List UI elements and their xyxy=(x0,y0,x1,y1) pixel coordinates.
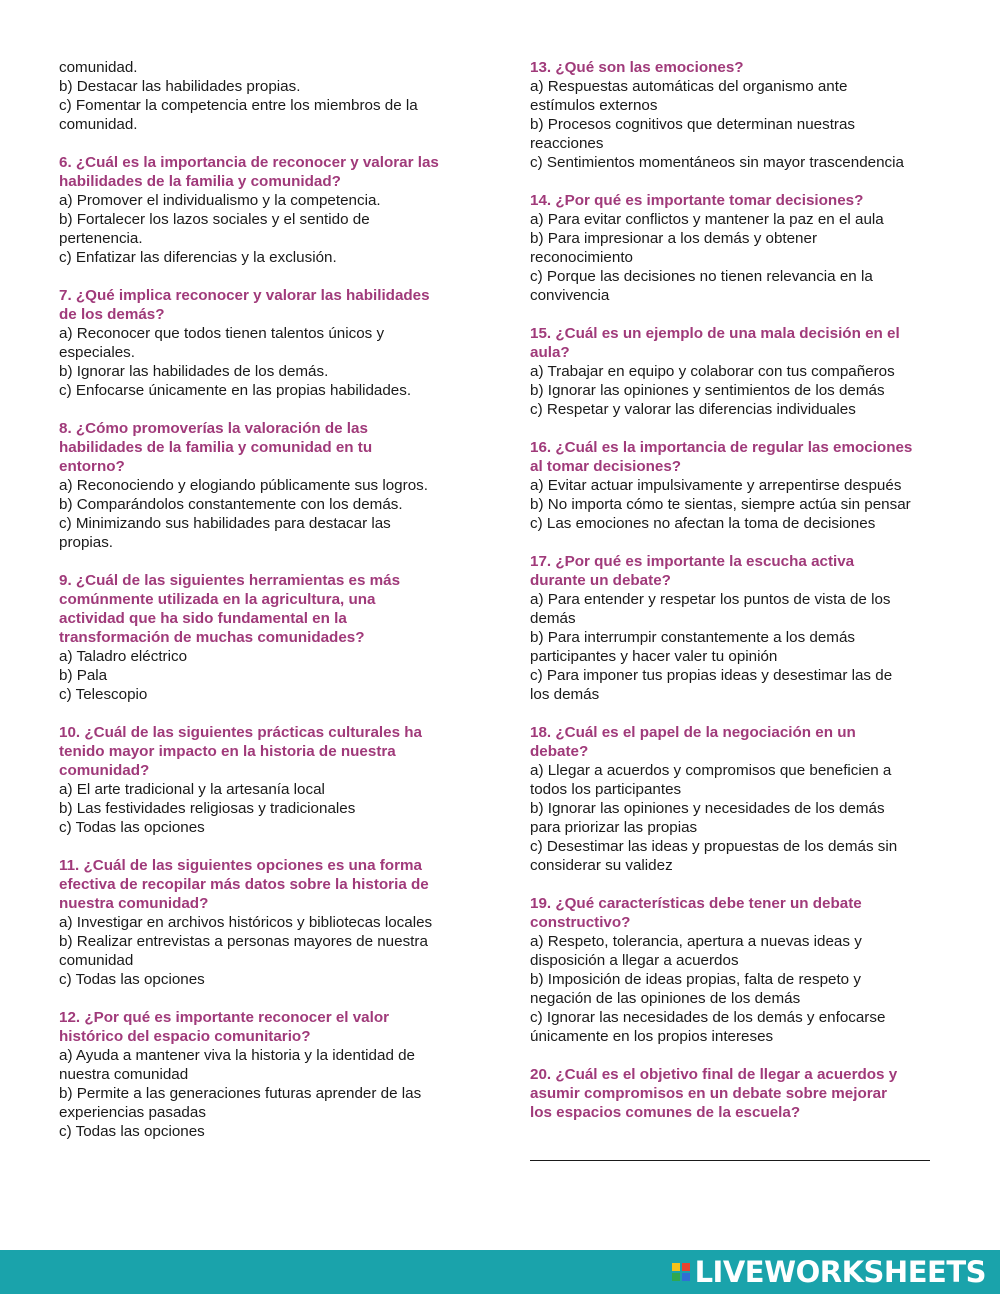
question-text: entorno? xyxy=(59,458,125,475)
answer-option: a) Reconocer que todos tienen talentos únicos y xyxy=(59,325,385,342)
answer-option: b) No importa cómo te sientas, siempre actúa sin pensar xyxy=(530,496,911,513)
answer-option: c) Sentimientos momentáneos sin mayor trascendencia xyxy=(530,154,904,171)
answer-option: c) Todas las opciones xyxy=(59,1123,205,1140)
answer-option: c) Minimizando sus habilidades para destacar las xyxy=(59,515,391,532)
question-text: tenido mayor impacto en la historia de nuestra xyxy=(59,743,396,760)
logo-letter-v xyxy=(672,1273,680,1281)
answer-option: c) Enfocarse únicamente en las propias habilidades. xyxy=(59,382,412,399)
answer-option: c) Porque las decisiones no tienen relevancia en la xyxy=(530,268,873,285)
question-18 xyxy=(530,723,950,875)
question-text: 16. ¿Cuál es la importancia de regular las emociones xyxy=(530,439,913,456)
question-text: 9. ¿Cuál de las siguientes herramientas es más xyxy=(59,572,401,589)
answer-option: a) El arte tradicional y la artesanía local xyxy=(59,781,325,798)
question-text: 7. ¿Qué implica reconocer y valorar las habilidades xyxy=(59,287,430,304)
question-text: habilidades de la familia y comunidad en tu xyxy=(59,439,373,456)
answer-option: b) Imposición de ideas propias, falta de respeto y xyxy=(530,971,861,988)
answer-option: b) Ignorar las opiniones y necesidades de los demás xyxy=(530,800,885,817)
answer-option: a) Trabajar en equipo y colaborar con tus compañeros xyxy=(530,363,895,380)
question-text: durante un debate? xyxy=(530,572,671,589)
text-line: comunidad. xyxy=(59,116,138,133)
answer-option: b) Comparándolos constantemente con los demás. xyxy=(59,496,403,513)
answer-option: a) Reconociendo y elogiando públicamente sus logros. xyxy=(59,477,428,494)
question-text: comúnmente utilizada en la agricultura, una xyxy=(59,591,376,608)
question-9 xyxy=(59,571,479,704)
question-text: 13. ¿Qué son las emociones? xyxy=(530,59,744,76)
answer-option: pertenencia. xyxy=(59,230,143,247)
answer-option: b) Pala xyxy=(59,667,108,684)
answer-option: b) Para impresionar a los demás y obtener xyxy=(530,230,818,247)
answer-option: c) Todas las opciones xyxy=(59,819,205,836)
question-text: 10. ¿Cuál de las siguientes prácticas culturales ha xyxy=(59,724,422,741)
answer-option: c) Desestimar las ideas y propuestas de los demás sin xyxy=(530,838,898,855)
answer-option: b) Para interrumpir constantemente a los demás xyxy=(530,629,855,646)
answer-option: b) Ignorar las opiniones y sentimientos de los demás xyxy=(530,382,885,399)
answer-option: comunidad xyxy=(59,952,134,969)
answer-option: propias. xyxy=(59,534,114,551)
answer-option: todos los participantes xyxy=(530,781,682,798)
question-12 xyxy=(59,1008,479,1141)
answer-option: especiales. xyxy=(59,344,135,361)
right-column xyxy=(530,58,950,1180)
question-20 xyxy=(530,1065,950,1161)
footer-bar xyxy=(0,1250,1000,1294)
question-text: comunidad? xyxy=(59,762,150,779)
answer-input-line[interactable] xyxy=(530,1146,930,1161)
answer-option: b) Las festividades religiosas y tradicionales xyxy=(59,800,356,817)
answer-option: a) Para evitar conflictos y mantener la paz en el aula xyxy=(530,211,884,228)
logo-text: LIVEWORKSHEETS xyxy=(694,1255,986,1289)
question-text: al tomar decisiones? xyxy=(530,458,682,475)
answer-option: participantes y hacer valer tu opinión xyxy=(530,648,778,665)
option-c: c) Fomentar la competencia entre los miembros de la xyxy=(59,97,418,114)
answer-option: b) Procesos cognitivos que determinan nuestras xyxy=(530,116,856,133)
question-16 xyxy=(530,438,950,533)
question-text: de los demás? xyxy=(59,306,165,323)
question-text: 20. ¿Cuál es el objetivo final de llegar a acuerdos y xyxy=(530,1066,898,1083)
question-text: 17. ¿Por qué es importante la escucha activa xyxy=(530,553,855,570)
answer-option: a) Ayuda a mantener viva la historia y la identidad de xyxy=(59,1047,416,1064)
answer-option: reacciones xyxy=(530,135,604,152)
answer-option: únicamente en los propios intereses xyxy=(530,1028,774,1045)
answer-option: b) Realizar entrevistas a personas mayores de nuestra xyxy=(59,933,428,950)
answer-option: a) Para entender y respetar los puntos de vista de los xyxy=(530,591,891,608)
question-text: histórico del espacio comunitario? xyxy=(59,1028,311,1045)
logo-letter-l xyxy=(672,1263,680,1271)
question-8 xyxy=(59,419,479,552)
question-14 xyxy=(530,191,950,305)
question-15 xyxy=(530,324,950,419)
answer-option: a) Llegar a acuerdos y compromisos que beneficien a xyxy=(530,762,892,779)
question-text: 8. ¿Cómo promoverías la valoración de las xyxy=(59,420,368,437)
answer-option: c) Para imponer tus propias ideas y desestimar las de xyxy=(530,667,893,684)
question-13 xyxy=(530,58,950,172)
answer-option: b) Permite a las generaciones futuras aprender de las xyxy=(59,1085,422,1102)
question-text: 15. ¿Cuál es un ejemplo de una mala decisión en el xyxy=(530,325,900,342)
question-text: debate? xyxy=(530,743,589,760)
logo-letter-i xyxy=(682,1263,690,1271)
question-text: aula? xyxy=(530,344,570,361)
question-17 xyxy=(530,552,950,704)
answer-option: los demás xyxy=(530,686,600,703)
answer-option: c) Las emociones no afectan la toma de decisiones xyxy=(530,515,876,532)
answer-option: disposición a llegar a acuerdos xyxy=(530,952,739,969)
text-line: comunidad. xyxy=(59,59,138,76)
answer-option: estímulos externos xyxy=(530,97,658,114)
question-text: habilidades de la familia y comunidad? xyxy=(59,173,341,190)
question-19 xyxy=(530,894,950,1046)
answer-option: demás xyxy=(530,610,576,627)
answer-option: nuestra comunidad xyxy=(59,1066,189,1083)
logo-letter-e xyxy=(682,1273,690,1281)
answer-option: a) Promover el individualismo y la competencia. xyxy=(59,192,381,209)
question-text: los espacios comunes de la escuela? xyxy=(530,1104,801,1121)
answer-option: c) Telescopio xyxy=(59,686,148,703)
answer-option: b) Fortalecer los lazos sociales y el sentido de xyxy=(59,211,370,228)
question-text: asumir compromisos en un debate sobre mejorar xyxy=(530,1085,888,1102)
logo-icon xyxy=(672,1263,690,1281)
question-text: 11. ¿Cuál de las siguientes opciones es una forma xyxy=(59,857,422,874)
answer-option: c) Enfatizar las diferencias y la exclusión. xyxy=(59,249,337,266)
intro-block xyxy=(59,58,479,134)
question-text: nuestra comunidad? xyxy=(59,895,209,912)
left-column xyxy=(59,58,479,1160)
answer-option: para priorizar las propias xyxy=(530,819,698,836)
question-text: transformación de muchas comunidades? xyxy=(59,629,365,646)
question-text: 14. ¿Por qué es importante tomar decisiones? xyxy=(530,192,864,209)
answer-option: a) Investigar en archivos históricos y bibliotecas locales xyxy=(59,914,433,931)
answer-option: considerar su validez xyxy=(530,857,673,874)
answer-option: a) Taladro eléctrico xyxy=(59,648,188,665)
answer-option: a) Respeto, tolerancia, apertura a nuevas ideas y xyxy=(530,933,862,950)
answer-option: convivencia xyxy=(530,287,610,304)
liveworksheets-logo[interactable] xyxy=(672,1256,986,1288)
question-text: 6. ¿Cuál es la importancia de reconocer y valorar las xyxy=(59,154,439,171)
answer-option: reconocimiento xyxy=(530,249,633,266)
answer-option: c) Todas las opciones xyxy=(59,971,205,988)
answer-option: a) Evitar actuar impulsivamente y arrepentirse después xyxy=(530,477,902,494)
question-6 xyxy=(59,153,479,267)
answer-option: a) Respuestas automáticas del organismo ante xyxy=(530,78,848,95)
answer-option: negación de las opiniones de los demás xyxy=(530,990,801,1007)
option-b: b) Destacar las habilidades propias. xyxy=(59,78,301,95)
answer-option: c) Respetar y valorar las diferencias individuales xyxy=(530,401,856,418)
question-text: 19. ¿Qué características debe tener un debate xyxy=(530,895,862,912)
question-10 xyxy=(59,723,479,837)
answer-option: c) Ignorar las necesidades de los demás y enfocarse xyxy=(530,1009,886,1026)
question-text: efectiva de recopilar más datos sobre la historia de xyxy=(59,876,429,893)
answer-option: b) Ignorar las habilidades de los demás. xyxy=(59,363,329,380)
question-text: 12. ¿Por qué es importante reconocer el valor xyxy=(59,1009,390,1026)
question-text: actividad que ha sido fundamental en la xyxy=(59,610,347,627)
answer-option: experiencias pasadas xyxy=(59,1104,206,1121)
question-11 xyxy=(59,856,479,989)
question-7 xyxy=(59,286,479,400)
question-text: 18. ¿Cuál es el papel de la negociación en un xyxy=(530,724,856,741)
question-text: constructivo? xyxy=(530,914,631,931)
